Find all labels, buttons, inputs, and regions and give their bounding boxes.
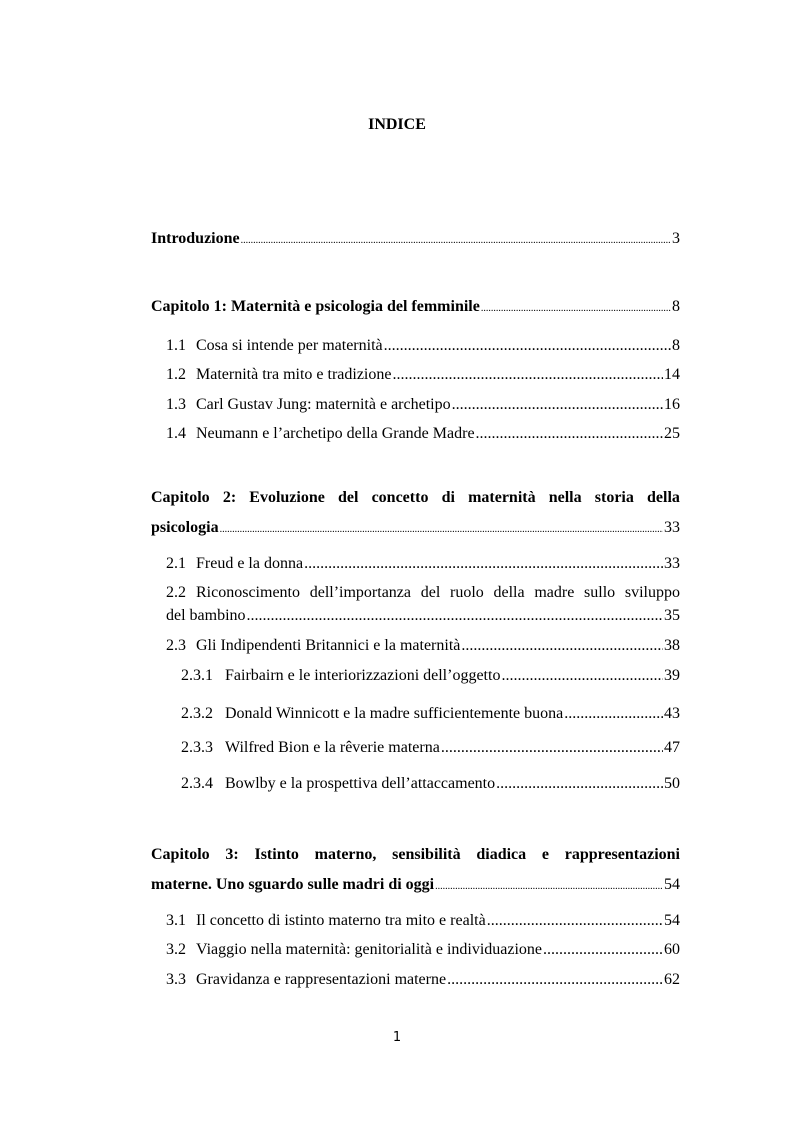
toc-section-3-3[interactable] <box>166 970 680 990</box>
toc-section-1-4[interactable] <box>166 424 680 444</box>
section-label: Fairbairn e le interiorizzazioni dell’oggetto <box>225 667 501 684</box>
toc-page-number: 25 <box>664 425 680 442</box>
dot-leader <box>447 970 663 990</box>
toc-section-2-2-line1[interactable] <box>166 583 680 603</box>
section-number: 2.1 <box>166 555 186 572</box>
toc-page-number: 33 <box>664 519 680 536</box>
toc-page-number: 3 <box>672 230 680 247</box>
section-label: Maternità tra mito e tradizione <box>196 366 392 383</box>
toc-page-number: 35 <box>664 607 680 624</box>
dot-leader <box>304 554 663 574</box>
toc-entry-label: materne. Uno sguardo sulle madri di oggi <box>151 876 435 893</box>
toc-chapter-1[interactable] <box>151 297 680 319</box>
dot-leader <box>392 365 663 385</box>
section-label: Carl Gustav Jung: maternità e archetipo <box>196 396 451 413</box>
toc-section-3-2[interactable] <box>166 940 680 960</box>
toc-page-number: 33 <box>664 555 680 572</box>
toc-entry-label: psicologia <box>151 519 219 536</box>
section-number: 1.3 <box>166 396 186 413</box>
section-label: Neumann e l’archetipo della Grande Madre <box>196 425 475 442</box>
section-number: 3.3 <box>166 971 186 988</box>
toc-section-1-2[interactable] <box>166 365 680 385</box>
section-number: 2.2 <box>166 584 186 601</box>
toc-chapter-2[interactable] <box>151 518 680 540</box>
toc-section-2-1[interactable] <box>166 554 680 574</box>
toc-page-number: 8 <box>672 298 680 315</box>
section-number: 2.3.1 <box>181 667 213 684</box>
toc-chapter-3-heading[interactable]: Capitolo 3: Istinto materno, sensibilità diadica e rappresentazioni <box>151 846 680 863</box>
section-label: Riconoscimento dell’importanza del ruolo della madre sullo sviluppo <box>196 584 680 601</box>
dot-leader <box>487 911 663 931</box>
toc-section-2-3[interactable] <box>166 636 680 656</box>
dot-leader <box>452 395 663 415</box>
toc-chapter-2-heading[interactable]: Capitolo 2: Evoluzione del concetto di maternità nella storia della <box>151 489 680 506</box>
section-number: 2.3.3 <box>181 739 213 756</box>
toc-page-number: 39 <box>664 667 680 684</box>
toc-subsection-2-3-4[interactable] <box>181 774 680 794</box>
section-label: Freud e la donna <box>196 555 304 572</box>
toc-page-number: 47 <box>664 739 680 756</box>
toc-page-number: 54 <box>664 876 680 893</box>
toc-page-number: 54 <box>664 912 680 929</box>
dot-leader <box>441 738 663 758</box>
section-label: Bowlby e la prospettiva dell’attaccamento <box>225 775 496 792</box>
dot-leader <box>476 424 663 444</box>
dot-leader <box>241 231 671 251</box>
page-title: INDICE <box>368 116 426 133</box>
section-label: Il concetto di istinto materno tra mito e realtà <box>196 912 486 929</box>
dot-leader <box>461 636 663 656</box>
toc-subsection-2-3-1[interactable] <box>181 666 680 686</box>
dot-leader <box>501 666 663 686</box>
section-number: 1.2 <box>166 366 186 383</box>
toc-page-number: 14 <box>664 366 680 383</box>
toc-page-number: 38 <box>664 637 680 654</box>
toc-entry-label: Capitolo 1: Maternità e psicologia del femminile <box>151 298 480 315</box>
dot-leader <box>543 940 663 960</box>
toc-page-number: 50 <box>664 775 680 792</box>
toc-section-2-2[interactable] <box>166 606 680 626</box>
section-number: 1.4 <box>166 425 186 442</box>
toc-page-number: 43 <box>664 705 680 722</box>
section-label: Gli Indipendenti Britannici e la maternità <box>196 637 461 654</box>
toc-chapter-3[interactable] <box>151 875 680 897</box>
toc-page-number: 8 <box>672 337 680 354</box>
section-label: Viaggio nella maternità: genitorialità e individuazione <box>196 941 543 958</box>
toc-page-number: 60 <box>664 941 680 958</box>
page-number: 1 <box>392 1030 402 1045</box>
toc-section-1-3[interactable] <box>166 395 680 415</box>
toc-entry-label: Introduzione <box>151 230 240 247</box>
section-label: Wilfred Bion e la rêverie materna <box>225 739 440 756</box>
dot-leader <box>564 704 663 724</box>
section-label: Donald Winnicott e la madre sufficientemente buona <box>225 705 564 722</box>
section-label: del bambino <box>166 607 246 624</box>
toc-entry-introduction[interactable] <box>151 229 680 251</box>
dot-leader <box>481 299 671 319</box>
dot-leader <box>496 774 663 794</box>
dot-leader <box>435 877 663 897</box>
section-number: 2.3.2 <box>181 705 213 722</box>
section-label: Cosa si intende per maternità <box>196 337 383 354</box>
toc-section-3-1[interactable] <box>166 911 680 931</box>
toc-page-number: 16 <box>664 396 680 413</box>
toc-page-number: 62 <box>664 971 680 988</box>
section-number: 1.1 <box>166 337 186 354</box>
dot-leader <box>384 336 671 356</box>
section-number: 2.3.4 <box>181 775 213 792</box>
toc-subsection-2-3-3[interactable] <box>181 738 680 758</box>
toc-subsection-2-3-2[interactable] <box>181 704 680 724</box>
section-label: Gravidanza e rappresentazioni materne <box>196 971 447 988</box>
dot-leader <box>247 606 663 626</box>
section-number: 3.2 <box>166 941 186 958</box>
dot-leader <box>220 520 663 540</box>
section-number: 3.1 <box>166 912 186 929</box>
toc-section-1-1[interactable] <box>166 336 680 356</box>
section-number: 2.3 <box>166 637 186 654</box>
